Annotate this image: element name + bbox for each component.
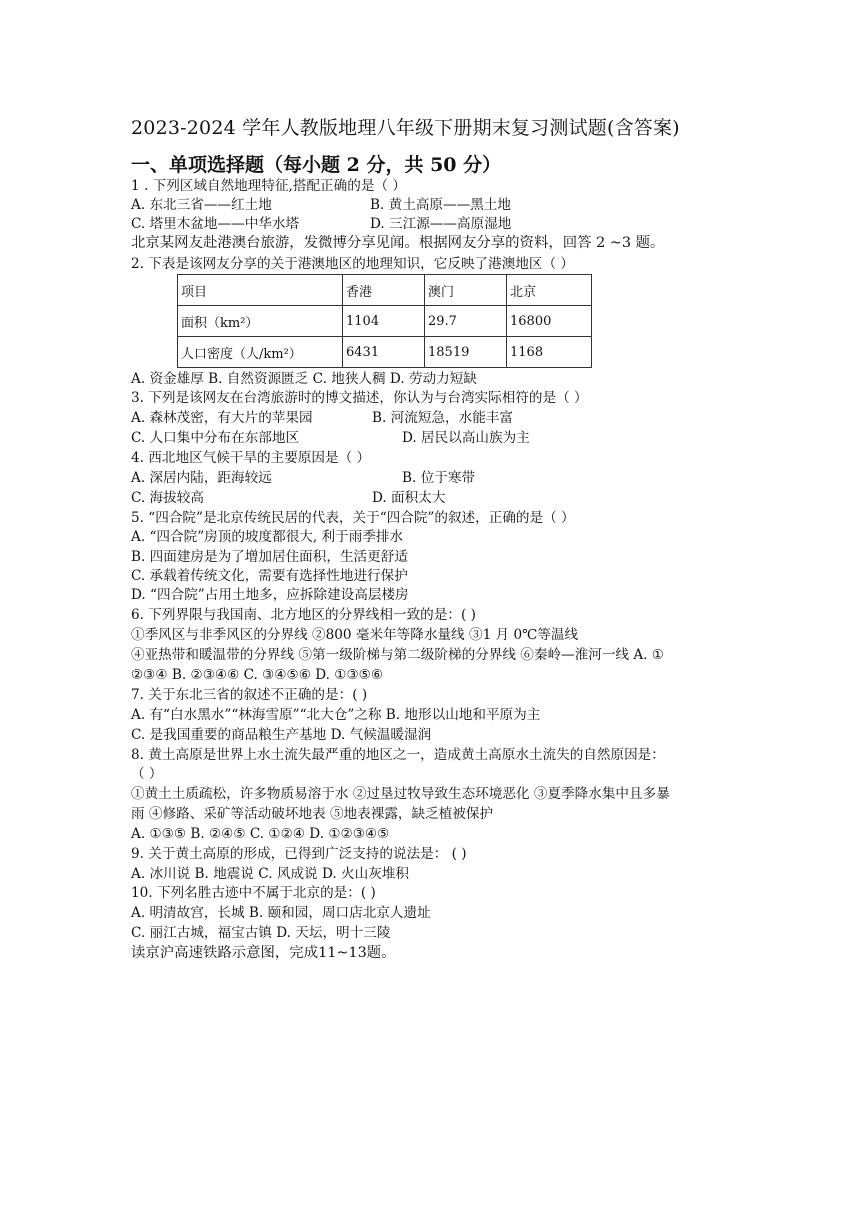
question-10-stem: 10. 下列名胜古迹中不属于北京的是：( ) xyxy=(131,885,376,901)
question-9-options: A. 冰川说 B. 地震说 C. 风成说 D. 火山灰堆积 xyxy=(131,866,409,882)
question-5-option-c: C. 承载着传统文化，需要有选择性地进行保护 xyxy=(131,568,408,584)
question-10-line-1: A. 明清故宫，长城 B. 颐和园，周口店北京人遗址 xyxy=(131,905,431,921)
question-1-option-c: C. 塔里木盆地——中华水塔 xyxy=(131,216,300,232)
question-6-line-2: ④亚热带和暖温带的分界线 ⑤第一级阶梯与第二级阶梯的分界线 ⑥秦岭—淮河一线 A. ① xyxy=(131,647,664,663)
passage-intro-2-3: 北京某网友赴港澳台旅游，发微博分享见闻。根据网友分享的资料，回答 2 ~3 题。 xyxy=(131,235,665,251)
question-4-stem: 4. 西北地区气候干旱的主要原因是（ ） xyxy=(131,450,371,466)
section-heading: 一、单项选择题（每小题 2 分，共 50 分） xyxy=(131,154,502,176)
table-cell: 29.7 xyxy=(425,306,507,337)
question-3-option-d: D. 居民以高山族为主 xyxy=(402,430,530,446)
question-10-line-2: C. 丽江古城，福宝古镇 D. 天坛，明十三陵 xyxy=(131,925,391,941)
question-1-option-d: D. 三江源——高原湿地 xyxy=(370,216,512,232)
table-cell: 1104 xyxy=(343,306,425,337)
question-6-options: ②③④ B. ②③④⑥ C. ③④⑤⑥ D. ①③⑤⑥ xyxy=(131,667,384,683)
table-cell: 人口密度（人/km²） xyxy=(178,337,343,368)
table-cell: 面积（km²） xyxy=(178,306,343,337)
question-4-option-a: A. 深居内陆，距海较远 xyxy=(131,470,272,486)
question-5-stem: 5. “四合院”是北京传统民居的代表，关于“四合院”的叙述，正确的是（ ） xyxy=(131,510,575,526)
question-4-option-d: D. 面积太大 xyxy=(372,490,446,506)
question-8-paren: （ ） xyxy=(131,766,163,782)
data-table xyxy=(177,274,592,368)
question-5-option-d: D. “四合院”占用土地多，应拆除建设高层楼房 xyxy=(131,587,409,603)
question-5-option-a: A. “四合院”房顶的坡度都很大, 利于雨季排水 xyxy=(131,529,404,545)
question-5-option-b: B. 四面建房是为了增加居住面积，生活更舒适 xyxy=(131,549,408,565)
question-3-option-b: B. 河流短急，水能丰富 xyxy=(372,410,513,426)
table-cell: 16800 xyxy=(507,306,592,337)
passage-intro-11-13: 读京沪高速铁路示意图，完成11~13题。 xyxy=(131,945,396,961)
question-4-option-b: B. 位于寒带 xyxy=(402,470,476,486)
table-cell: 香港 xyxy=(343,275,425,306)
question-6-stem: 6. 下列界限与我国南、北方地区的分界线相一致的是：( ) xyxy=(131,607,476,623)
table-row xyxy=(178,337,592,368)
question-6-line-1: ①季风区与非季风区的分界线 ②800 毫米年等降水量线 ③1 月 0℃等温线 xyxy=(131,627,579,643)
table-row xyxy=(178,306,592,337)
question-2-options: A. 资金雄厚 B. 自然资源匮乏 C. 地狭人稠 D. 劳动力短缺 xyxy=(131,371,477,387)
question-2-stem: 2. 下表是该网友分享的关于港澳地区的地理知识，它反映了港澳地区（ ） xyxy=(131,256,575,272)
table-cell: 项目 xyxy=(178,275,343,306)
table-cell: 18519 xyxy=(425,337,507,368)
question-8-options: A. ①③⑤ B. ②④⑤ C. ①②④ D. ①②③④⑤ xyxy=(131,826,390,842)
question-9-stem: 9. 关于黄土高原的形成，已得到广泛支持的说法是： ( ) xyxy=(131,846,467,862)
document-title: 2023-2024 学年人教版地理八年级下册期末复习测试题(含答案) xyxy=(131,117,680,139)
question-4-option-c: C. 海拔较高 xyxy=(131,490,204,506)
question-7-line-1: A. 有“白水黑水”“林海雪原”“北大仓”之称 B. 地形以山地和平原为主 xyxy=(131,707,541,723)
question-8-line-2: 雨 ④修路、采矿等活动破坏地表 ⑤地表裸露，缺乏植被保护 xyxy=(131,806,494,822)
table-cell: 北京 xyxy=(507,275,592,306)
table-cell: 澳门 xyxy=(425,275,507,306)
question-3-option-c: C. 人口集中分布在东部地区 xyxy=(131,430,300,446)
table-cell: 1168 xyxy=(507,337,592,368)
question-1-stem: 1 . 下列区域自然地理特征,搭配正确的是（ ） xyxy=(131,178,406,194)
question-3-option-a: A. 森林茂密，有大片的苹果园 xyxy=(131,410,313,426)
question-7-line-2: C. 是我国重要的商品粮生产基地 D. 气候温暖湿润 xyxy=(131,727,432,743)
question-3-stem: 3. 下列是该网友在台湾旅游时的博文描述，你认为与台湾实际相符的是（ ） xyxy=(131,390,588,406)
question-8-stem: 8. 黄土高原是世界上水土流失最严重的地区之一，造成黄土高原水土流失的自然原因是： xyxy=(131,747,665,763)
table-cell: 6431 xyxy=(343,337,425,368)
table-header-row xyxy=(178,275,592,306)
question-7-stem: 7. 关于东北三省的叙述不正确的是：( ) xyxy=(131,687,368,703)
question-1-option-a: A. 东北三省——红土地 xyxy=(131,197,272,213)
question-8-line-1: ①黄土土质疏松，许多物质易溶于水 ②过垦过牧导致生态环境恶化 ③夏季降水集中且多暴 xyxy=(131,786,670,802)
question-1-option-b: B. 黄土高原——黑土地 xyxy=(370,197,511,213)
